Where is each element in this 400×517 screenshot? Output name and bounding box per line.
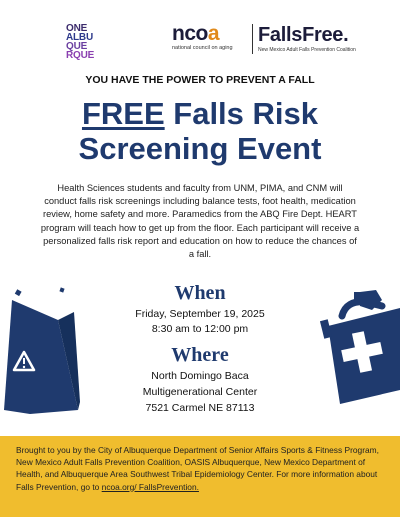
ncoa-wordmark: nco	[172, 22, 208, 45]
location-line-2: Multigenerational Center	[142, 386, 258, 398]
title-line1: Falls Risk	[164, 96, 319, 131]
event-time: 8:30 am to 12:00 pm	[151, 323, 249, 335]
logo-divider	[252, 24, 253, 54]
info-link[interactable]: ncoa.org/ FallsPrevention.	[101, 481, 199, 492]
first-aid-kit-icon	[320, 286, 400, 410]
sponsor-footer	[0, 436, 400, 517]
fallsfree-logo	[258, 25, 378, 53]
title-line2: Screening Event	[78, 131, 322, 166]
ncoa-subtitle: national council on aging	[172, 45, 233, 51]
fallsfree-wordmark: FallsFree.	[258, 24, 349, 46]
ncoa-logo	[172, 24, 250, 51]
wet-floor-sign-icon	[0, 282, 80, 417]
abq-logo-line: QUE	[66, 41, 88, 52]
footer-sponsors: Brought to you by the City of Albuquerque Department of Senior Affairs Sports & Fitness Program, New Mexico Adult Falls Prevention Coalition, OASIS Albuquerque, New Mexico Department of Health, and Albuquerque Area Southwest Tribal Epidemiology Center. For more information about Falls Prevention, go to	[16, 445, 379, 492]
fallsfree-subtitle: New Mexico Adult Falls Prevention Coalition	[258, 47, 356, 53]
event-date: Friday, September 19, 2025	[135, 308, 265, 320]
tagline: YOU HAVE THE POWER TO PREVENT A FALL	[85, 74, 315, 86]
abq-logo-line: RQUE	[66, 50, 95, 61]
page-title	[0, 96, 400, 166]
location-line-3: 7521 Carmel NE 87113	[145, 402, 255, 414]
when-heading: When	[174, 282, 226, 304]
abq-logo-line: ONE	[66, 23, 88, 34]
intro-paragraph: Health Sciences students and faculty from UNM, PIMA, and CNM will conduct falls risk screenings including balance tests, foot health, medication review, home safety and more. Paramedics from the ABQ Fire Dept. HEART program will teach how to get up from the floor. Each participant will receive a personalized falls risk report and education on how to reduce the chances of a fall.	[40, 183, 360, 260]
abq-logo-line: ALBU	[66, 32, 93, 43]
title-free: FREE	[81, 96, 165, 131]
location-line-1: North Domingo Baca	[151, 370, 249, 382]
ncoa-wordmark-accent: a	[207, 22, 220, 45]
one-albuquerque-logo	[66, 24, 138, 60]
footer-text	[16, 444, 386, 493]
where-heading: Where	[171, 344, 229, 366]
